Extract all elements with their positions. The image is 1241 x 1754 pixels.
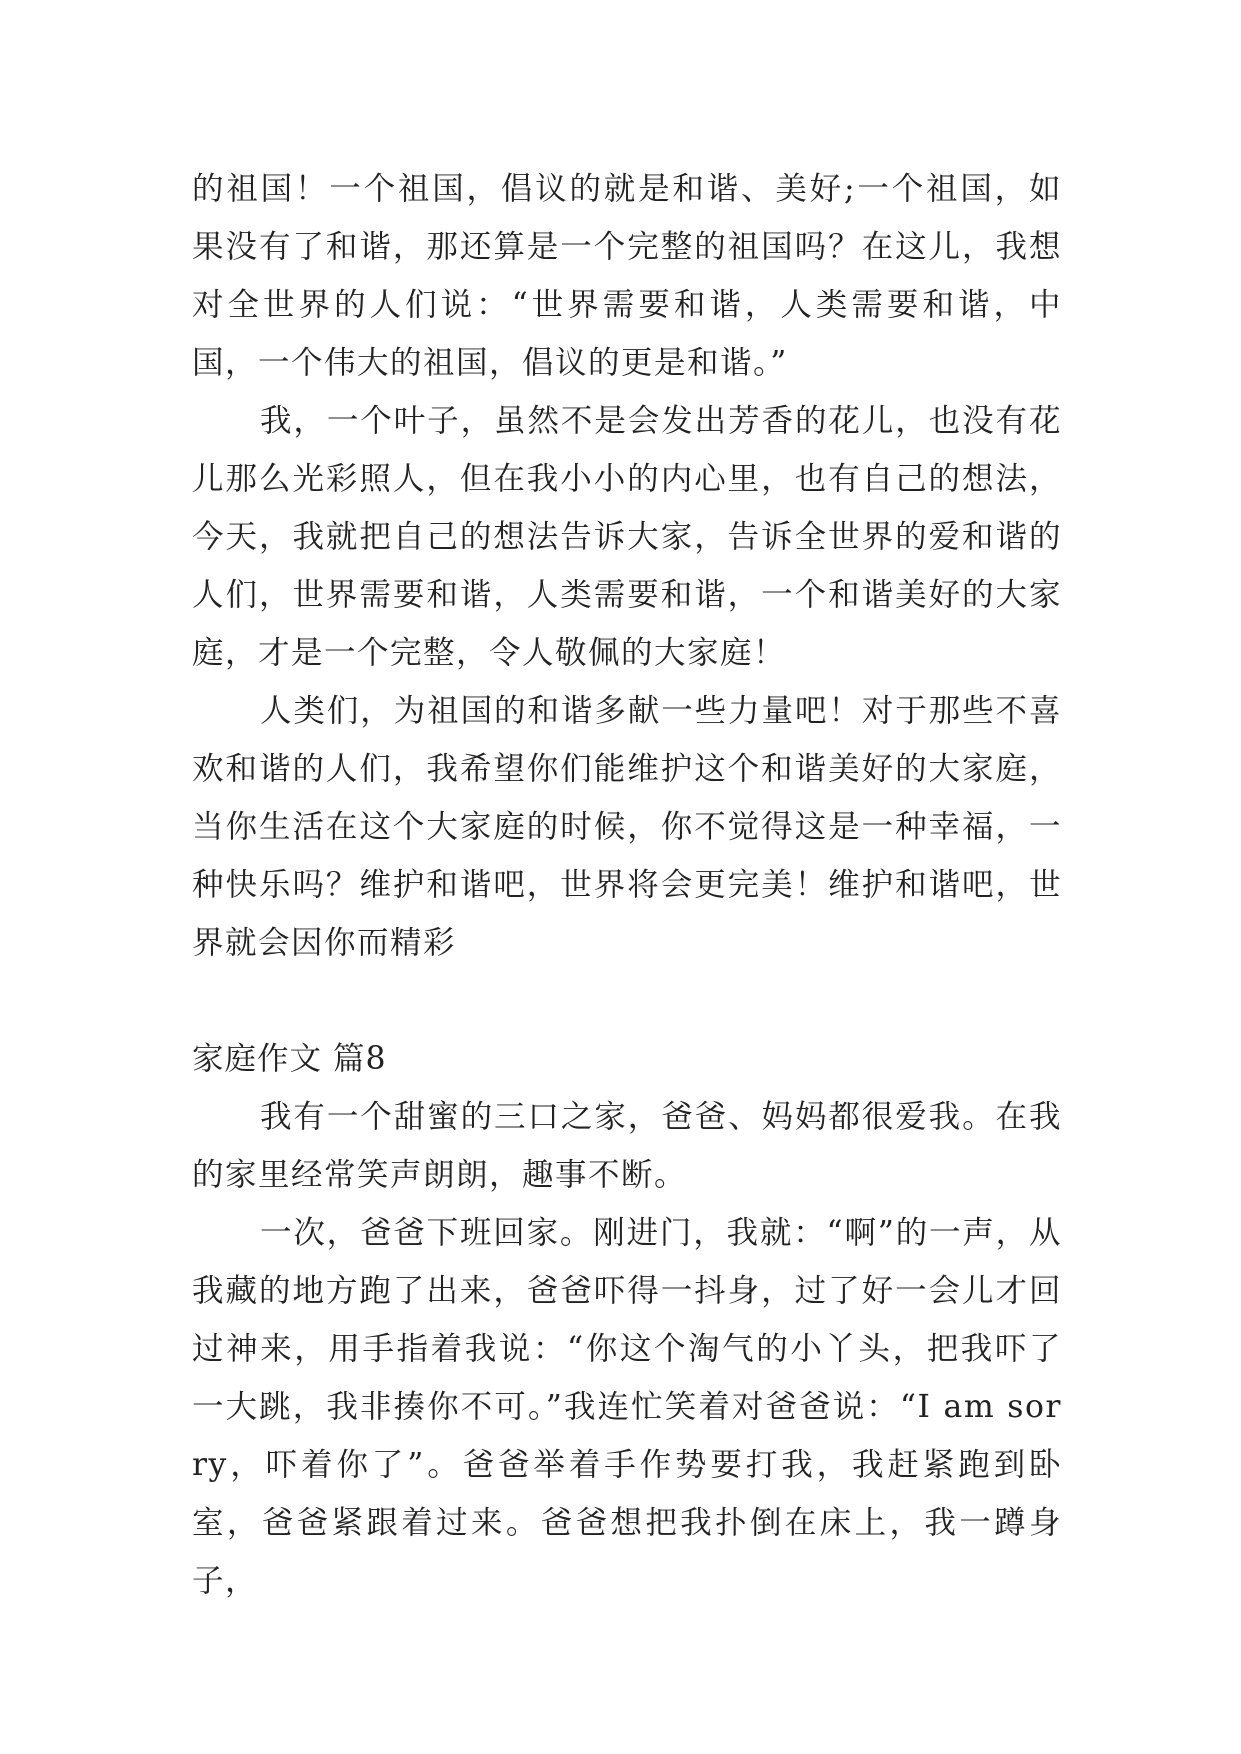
paragraph-4: 我有一个甜蜜的三口之家，爸爸、妈妈都很爱我。在我的家里经常笑声朗朗，趣事不断。 — [192, 1099, 1062, 1193]
document-body — [192, 160, 1062, 1610]
section-heading: 家庭作文 篇8 — [192, 1041, 387, 1077]
paragraph-1: 的祖国！一个祖国，倡议的就是和谐、美好;一个祖国，如果没有了和谐，那还算是一个完整的祖国吗？在这儿，我想对全世界的人们说：“世界需要和谐，人类需要和谐，中国，一个伟大的祖国，倡议的更是和谐。” — [192, 171, 1062, 381]
paragraph-3: 人类们，为祖国的和谐多献一些力量吧！对于那些不喜欢和谐的人们，我希望你们能维护这个和谐美好的大家庭，当你生活在这个大家庭的时候，你不觉得这是一种幸福，一种快乐吗？维护和谐吧，世界将会更完美！维护和谐吧，世界就会因你而精彩 — [192, 693, 1062, 961]
paragraph-5: 一次，爸爸下班回家。刚进门，我就：“啊”的一声，从我藏的地方跑了出来，爸爸吓得一抖身，过了好一会儿才回过神来，用手指着我说：“你这个淘气的小丫头，把我吓了一大跳，我非揍你不可。”我连忙笑着对爸爸说：“I am sorry，吓着你了”。爸爸举着手作势要打我，我赶紧跑到卧室，爸爸紧跟着过来。爸爸想把我扑倒在床上，我一蹲身子， — [192, 1215, 1062, 1599]
paragraph-2: 我，一个叶子，虽然不是会发出芳香的花儿，也没有花儿那么光彩照人，但在我小小的内心里，也有自己的想法，今天，我就把自己的想法告诉大家，告诉全世界的爱和谐的人们，世界需要和谐，人类需要和谐，一个和谐美好的大家庭，才是一个完整，令人敬佩的大家庭！ — [192, 403, 1062, 671]
